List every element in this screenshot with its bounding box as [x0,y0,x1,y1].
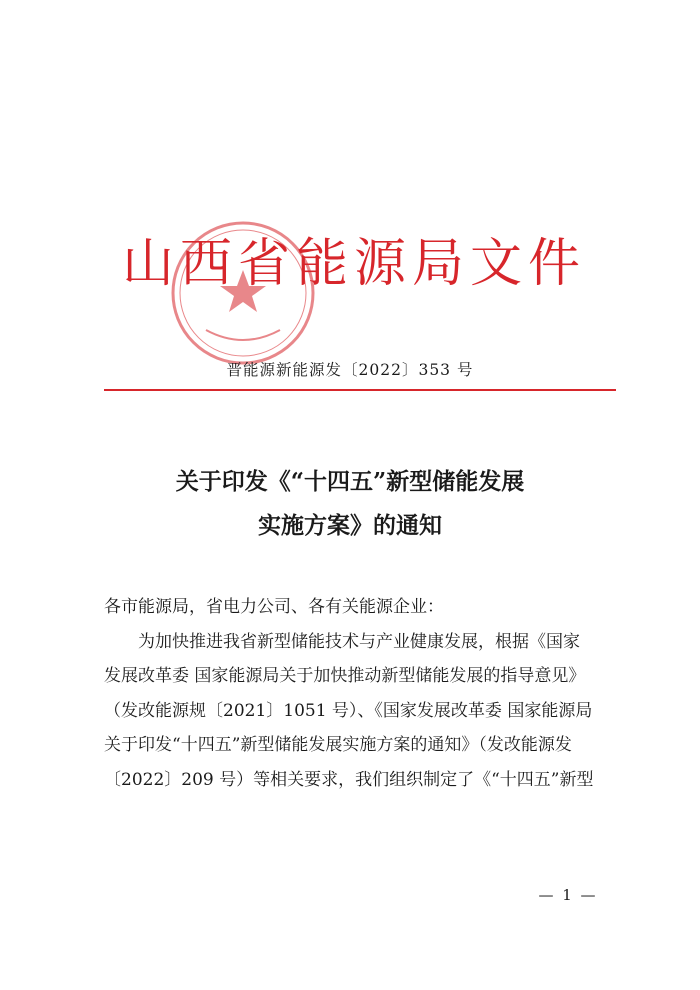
paragraph-line: 为加快推进我省新型储能技术与产业健康发展，根据《国家 [138,631,580,652]
paragraph-line: 发展改革委 国家能源局关于加快推动新型储能发展的指导意见》 [104,666,586,686]
recipient-line: 各市能源局，省电力公司、各有关能源企业： [104,597,444,617]
document-title-line: 关于印发《“十四五”新型储能发展 [175,468,525,495]
document-title-line: 实施方案》的通知 [258,512,442,539]
paragraph-line: 〔2022〕209 号）等相关要求，我们组织制定了《“十四五”新型 [104,769,594,790]
paragraph-line: 关于印发“十四五”新型储能发展实施方案的通知》（发改能源发 [104,735,572,755]
document-body [104,590,616,797]
document-title [0,460,700,548]
issuing-authority-title: 山西省能源局文件 [121,234,586,294]
paragraph-line: （发改能源规〔2021〕1051 号）、《国家发展改革委 国家能源局 [104,700,593,721]
red-divider [104,389,616,391]
document-number: 晋能源新能源发〔2022〕353 号 [226,361,474,379]
page-number: — 1 — [538,886,598,904]
